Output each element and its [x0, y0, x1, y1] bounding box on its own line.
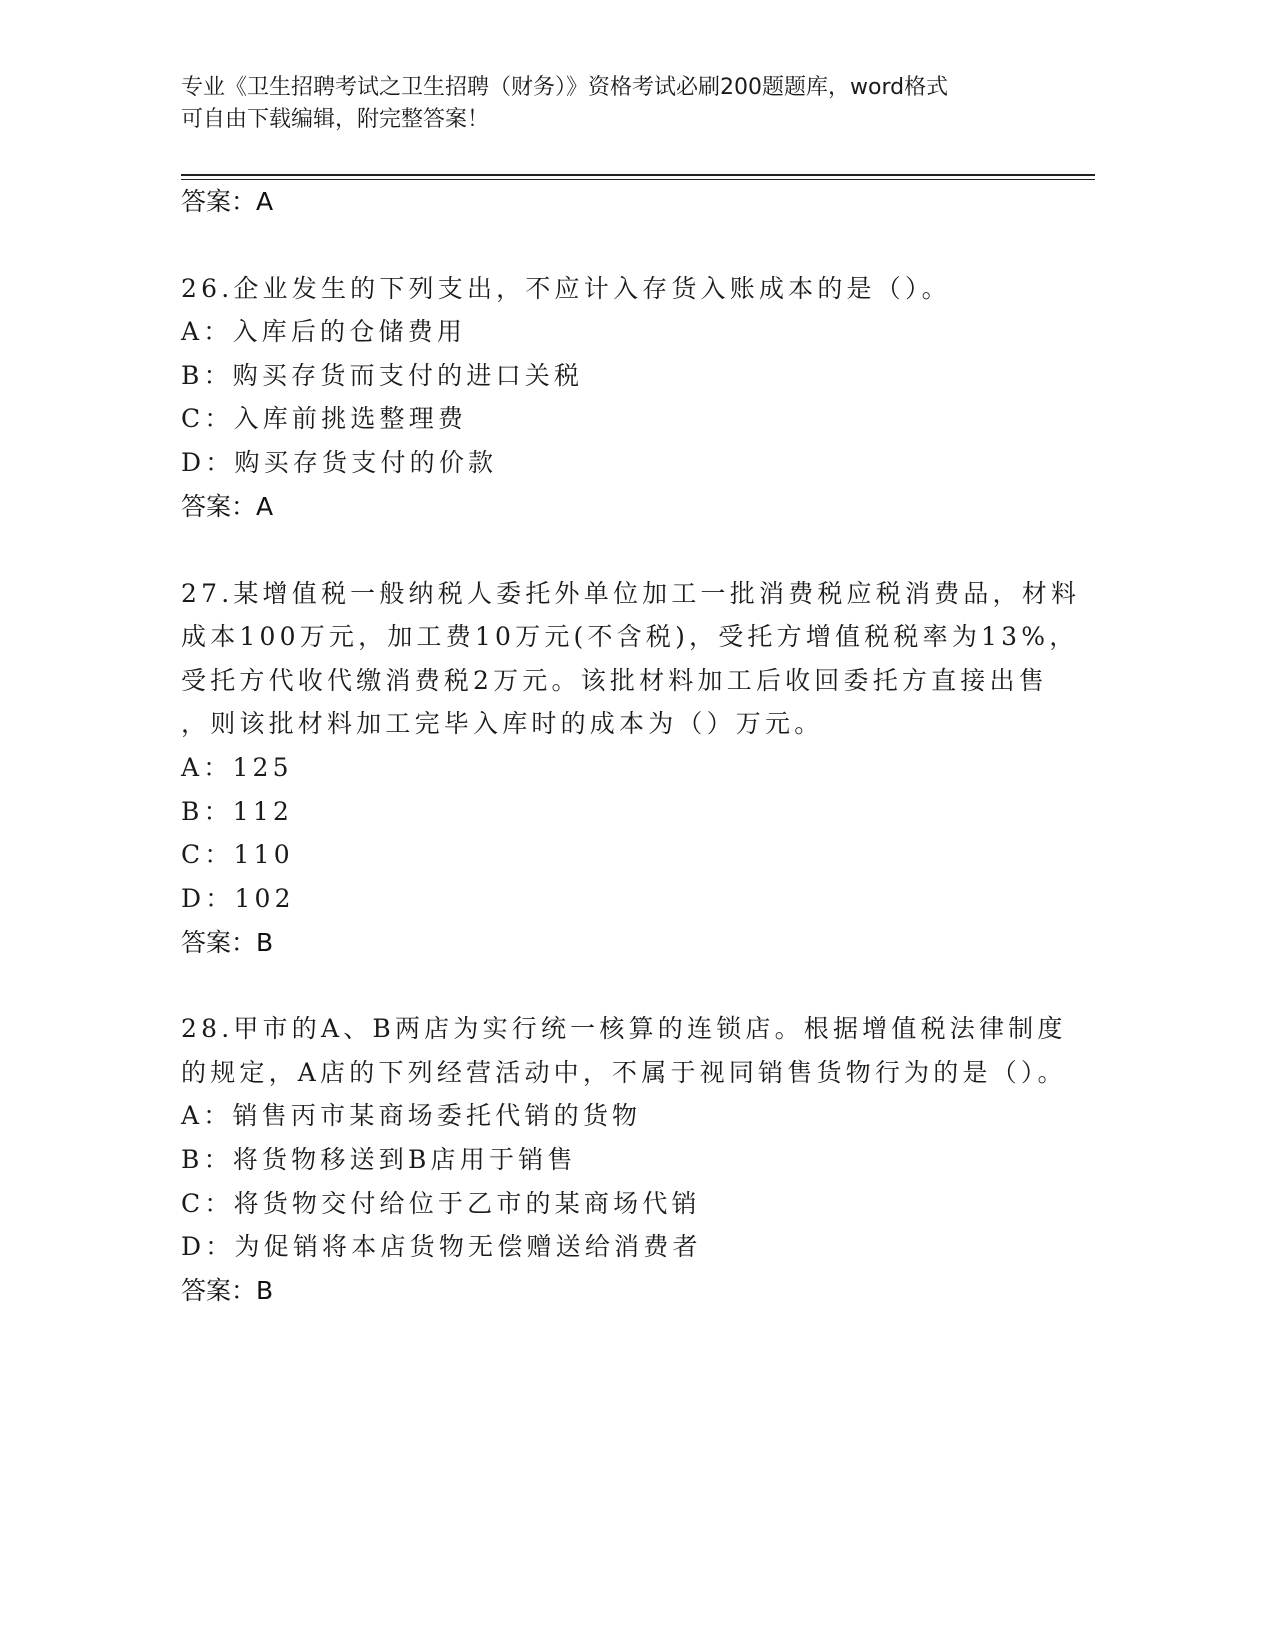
answer: 答案：B [181, 1276, 274, 1305]
header-divider-thick [181, 174, 1095, 176]
option-a: A：入库后的仓储费用 [181, 317, 467, 346]
option-d: D：购买存货支付的价款 [181, 448, 498, 477]
question-text-line: 受托方代收代缴消费税2万元。该批材料加工后收回委托方直接出售 [181, 666, 1048, 695]
option-d: D：为促销将本店货物无偿赠送给消费者 [181, 1232, 702, 1261]
option-d: D：102 [181, 884, 295, 913]
header-divider-thin [181, 179, 1095, 180]
option-b: B：112 [181, 797, 294, 826]
option-b: B：购买存货而支付的进口关税 [181, 361, 584, 390]
question-text-line: ，则该批材料加工完毕入库时的成本为（）万元。 [181, 709, 824, 738]
option-c: C：入库前挑选整理费 [181, 404, 468, 433]
option-c: C：将货物交付给位于乙市的某商场代销 [181, 1189, 701, 1218]
option-c: C：110 [181, 840, 294, 869]
header-line-1: 专业《卫生招聘考试之卫生招聘（财务）》资格考试必刷200题题库，word格式 [181, 75, 949, 100]
question-text-line: 27.某增值税一般纳税人委托外单位加工一批消费税应税消费品，材料 [181, 579, 1081, 608]
prev-question-answer: 答案：A [181, 187, 274, 216]
question-text-line: 的规定，A店的下列经营活动中，不属于视同销售货物行为的是（）。 [181, 1058, 1067, 1087]
question-text-line: 成本100万元，加工费10万元(不含税)，受托方增值税税率为13%， [181, 622, 1079, 651]
option-a: A：125 [181, 753, 293, 782]
question-text-line: 26.企业发生的下列支出，不应计入存货入账成本的是（）。 [181, 274, 951, 303]
answer: 答案：A [181, 492, 274, 521]
answer: 答案：B [181, 928, 274, 957]
document-header [181, 72, 1061, 136]
option-a: A：销售丙市某商场委托代销的货物 [181, 1101, 642, 1130]
question-text-line: 28.甲市的A、B两店为实行统一核算的连锁店。根据增值税法律制度 [181, 1014, 1067, 1043]
header-line-2: 可自由下载编辑，附完整答案！ [181, 107, 490, 132]
option-b: B：将货物移送到B店用于销售 [181, 1145, 577, 1174]
